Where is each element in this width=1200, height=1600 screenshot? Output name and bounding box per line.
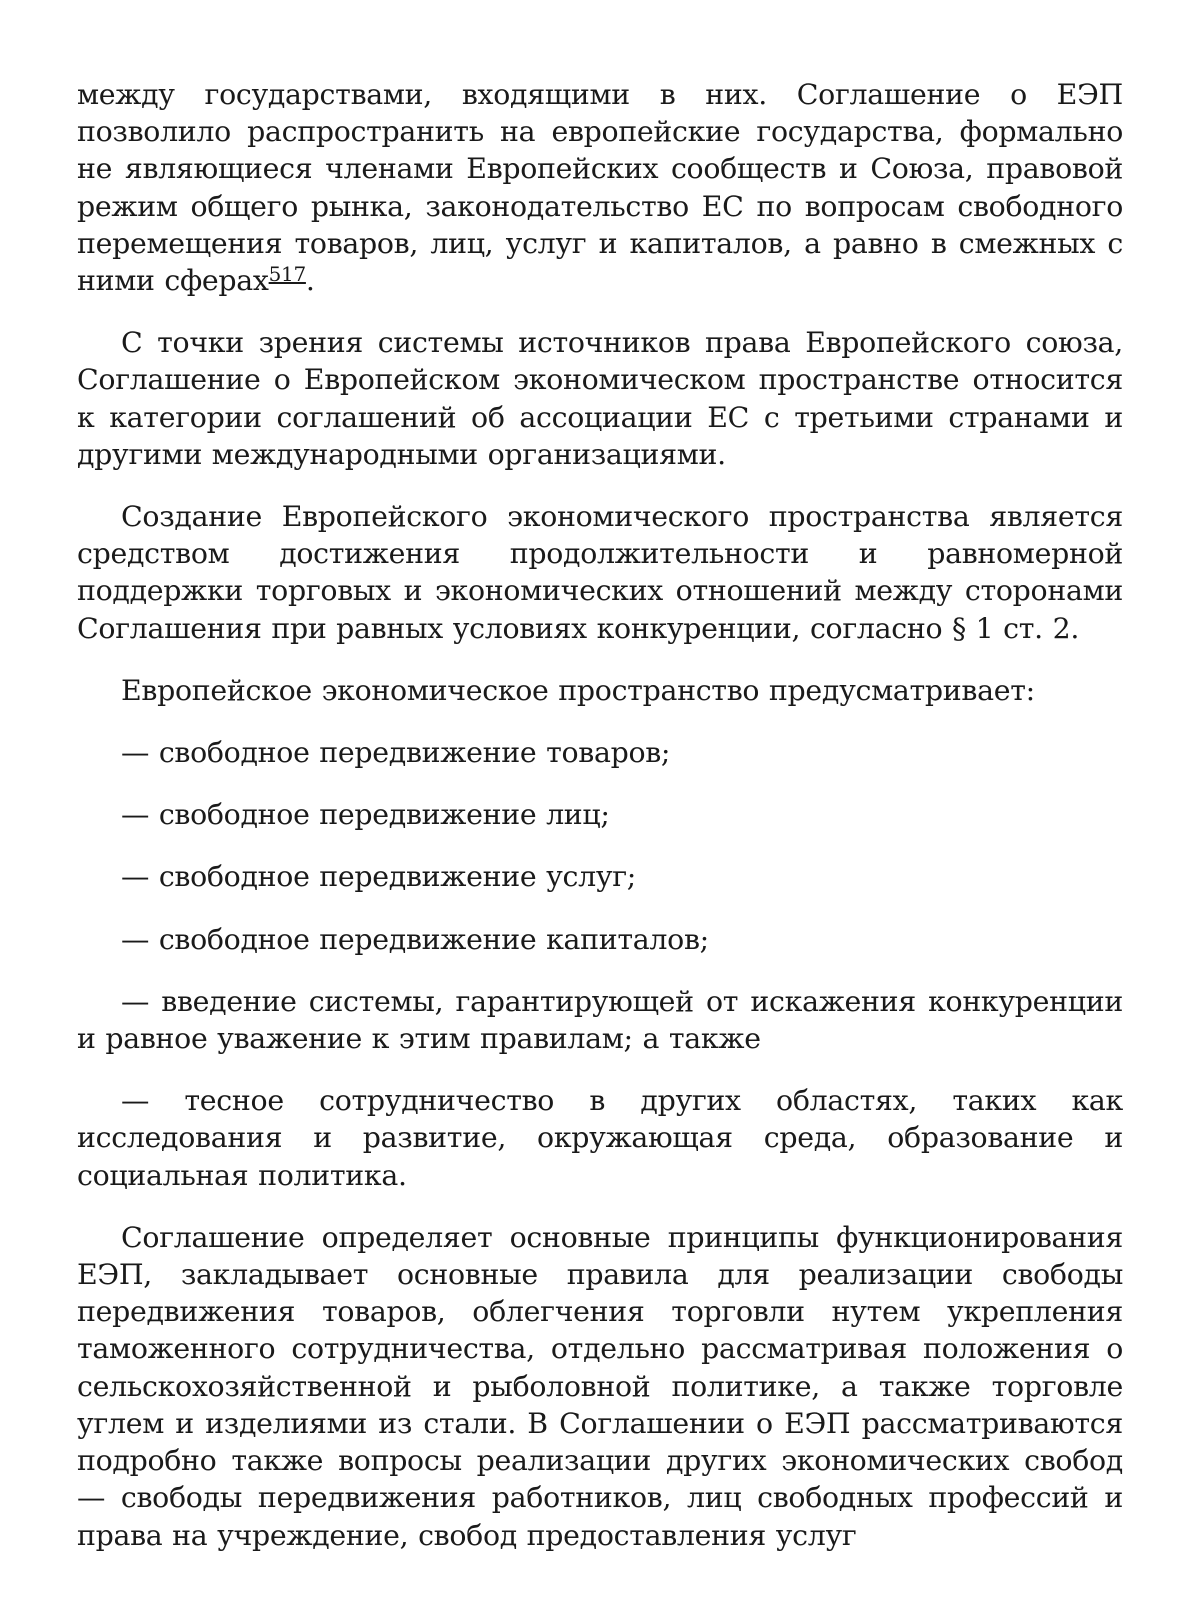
paragraph-list-intro: Европейское экономическое пространство предусматривает: [121,673,1035,707]
paragraph-sources-of-law: С точки зрения системы источников права Европейского союза, Соглашение о Европейском экономическом пространстве относится к категории соглашений об ассоциации ЕС с третьими странами и другими международными организациями. [77,326,1123,471]
paragraph-intro-end: . [305,264,315,298]
list-item-capital: — свободное передвижение капиталов; [121,922,709,956]
list-item-services: — свободное передвижение услуг; [121,860,637,894]
paragraph-intro [77,76,1123,299]
list-item-persons: — свободное передвижение лиц; [121,798,610,832]
paragraph-creation-eep: Создание Европейского экономического пространства является средством достижения продолжительности и равномерной поддержки торговых и экономических отношений между сторонами Соглашения при равных условиях конкуренции, согласно § 1 ст. 2. [77,500,1123,645]
footnote-reference[interactable]: 517 [268,262,306,287]
paragraph-agreement-principles: Соглашение определяет основные принципы функционирования ЕЭП, закладывает основные правила для реализации свободы передвижения товаров, облегчения торговли нутем укрепления таможенного сотрудничества, отдельно рассматривая положения о сельскохозяйственной и рыболовной политике, а также торговле углем и изделиями из стали. В Соглашении о ЕЭП рассматриваются подробно также вопросы реализации других экономических свобод — свободы передвижения работников, лиц свободных профессий и права на учреждение, свобод предоставления услуг [77,1220,1123,1552]
list-item-competition: — введение системы, гарантирующей от искажения конкуренции и равное уважение к этим правилам; а также [77,984,1123,1056]
paragraph-intro-text: между государствами, входящими в них. Соглашение о ЕЭП позволило распространить на европейские государства, формально не являющиеся членами Европейских сообществ и Союза, правовой режим общего рынка, законодательство ЕС по вопросам свободного перемещения товаров, лиц, услуг и капиталов, а равно в смежных с ними сферах [77,78,1123,298]
document-page [77,76,1123,1554]
list-item-cooperation: — тесное сотрудничество в других областях, таких как исследования и развитие, окружающая среда, образование и социальная политика. [77,1084,1123,1192]
list-item-goods: — свободное передвижение товаров; [121,736,671,770]
